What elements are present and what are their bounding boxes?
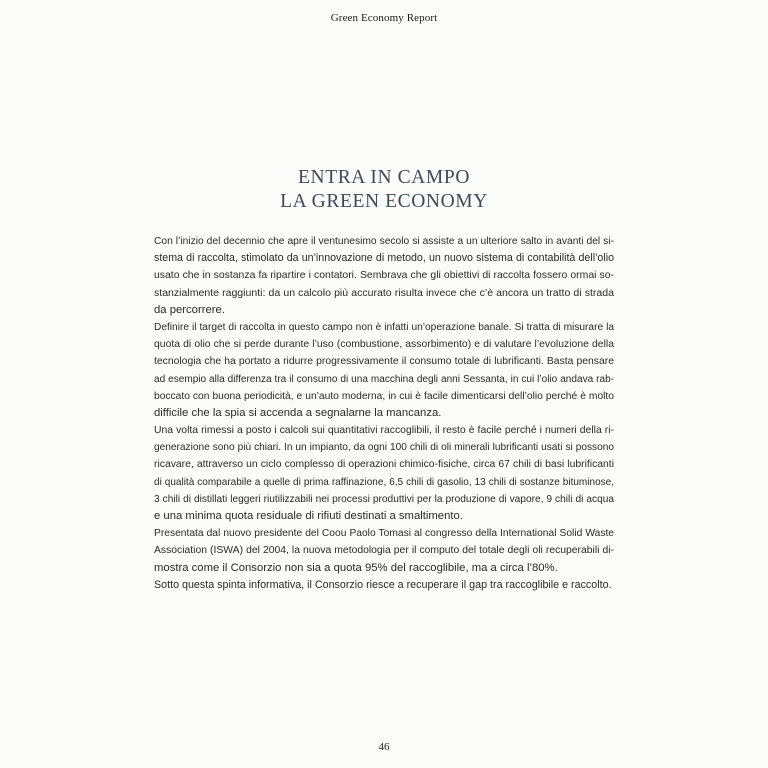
body-line: 3 chili di distillati leggeri riutilizzabili nei processi produttivi per la produzione di vapore, 9 chili di acqua — [154, 493, 614, 505]
body-line: Una volta rimessi a posto i calcoli sui quantitativi raccoglibili, il resto è facile perché i numeri della ri- — [154, 425, 614, 437]
body-line: e una minima quota residuale di rifiuti destinati a smaltimento. — [154, 510, 463, 522]
body-line: Presentata dal nuovo presidente del Coou Paolo Tomasi al congresso della International Solid Waste — [154, 528, 614, 540]
body-line: mostra come il Consorzio non sia a quota 95% del raccoglibile, ma a circa l’80%. — [154, 561, 558, 574]
body-line: usato che in sostanza fa ripartire i contatori. Sembrava che gli obiettivi di raccolta fossero ormai so- — [154, 270, 614, 282]
body-line: generazione sono più chiari. In un impianto, da ogni 100 chili di oli minerali lubrificanti usati si possono — [154, 442, 614, 454]
page-number: 46 — [378, 741, 390, 753]
body-line: tecnologia che ha portato a ridurre progressivamente il consumo totale di lubrificanti. Basta pensare — [154, 356, 614, 368]
body-line: stanzialmente raggiunti: da un calcolo più accurato risulta invece che c’è ancora un tratto di strada — [154, 286, 614, 299]
body-line: da percorrere. — [154, 303, 225, 316]
body-line: Con l’inizio del decennio che apre il ventunesimo secolo si assiste a un ulteriore salto in avanti del si- — [154, 236, 614, 247]
body-line: stema di raccolta, stimolato da un’innovazione di metodo, un nuovo sistema di contabilità dell’olio — [154, 252, 614, 265]
body-line: ricavare, attraverso un ciclo complesso di operazioni chimico-fisiche, circa 67 chili di basi lubrificanti — [154, 459, 614, 471]
body-line: ad esempio alla differenza tra il consumo di una macchina degli anni Sessanta, in cui l’olio andava rab- — [154, 373, 614, 385]
body-line: difficile che la spia si accenda a segnalarne la mancanza. — [154, 406, 442, 419]
body-line: di qualità comparabile a quelle di prima raffinazione, 6,5 chili di gasolio, 13 chili di sostanze bituminose, — [154, 476, 614, 488]
chapter-title-line-1: ENTRA IN CAMPO — [298, 167, 470, 188]
body-line: quota di olio che si perde durante l’uso (combustione, assorbimento) e di valutare l’evoluzione della — [154, 339, 614, 351]
body-line: Definire il target di raccolta in questo campo non è infatti un’operazione banale. Si tratta di misurare la — [154, 321, 614, 333]
body-text — [154, 233, 614, 594]
chapter-title-line-2: LA GREEN ECONOMY — [280, 191, 488, 212]
running-header: Green Economy Report — [330, 12, 438, 24]
body-line: boccato con buona periodicità, e un’auto moderna, in cui è facile dimenticarsi dell’olio perché è molto — [154, 390, 614, 402]
body-line: Sotto questa spinta informativa, il Consorzio riesce a recuperare il gap tra raccoglibile e raccolto. — [154, 578, 612, 591]
body-line: Association (ISWA) del 2004, la nuova metodologia per il computo del totale degli oli recuperabili di- — [154, 545, 614, 557]
chapter-title — [0, 166, 768, 214]
